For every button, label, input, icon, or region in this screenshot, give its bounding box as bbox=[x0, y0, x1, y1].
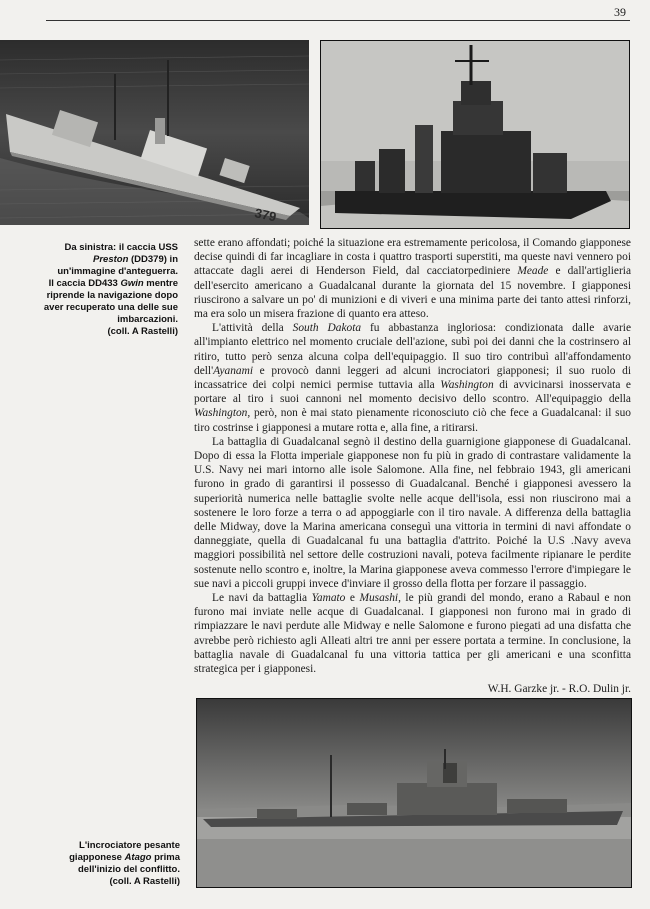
caption-top-line4c: mentre bbox=[143, 278, 178, 289]
caption-top-line6: aver recuperato una delle sue bbox=[43, 302, 178, 313]
p2-c: e provocò danni leggeri ad alcuni incrociatori giapponesi; il suo ruolo di incassatrice dei colpi nemici permise tuttavia alla bbox=[194, 364, 631, 392]
photo-caption-top bbox=[40, 242, 178, 338]
caption-bottom-credit: (coll. A Rastelli) bbox=[109, 876, 180, 887]
p1-text: sette erano affondati; poiché la situazione era estremamente pericolosa, il Comando giapponese decise quindi di far incagliare in costa i quattro trasporti superstiti, ma queste navi vennero poi attaccate dagli aerei di Henderson Field, dal cacciatorpediniere bbox=[194, 237, 631, 278]
article-paragraph-3: La battaglia di Guadalcanal segnò il destino della guarnigione giapponese di Guadalcanal. Dopo di essa la Flotta imperiale giapponese non fu più in grado di contrastare validamente la U.S. Navy nei mari intorno alle isole Salomone. Alla fine, nel febbraio 1943, gli americani furono in grado di garantirsi il possesso di Guadalcanal. Benché i giapponesi avessero la superiorità numerica nelle battaglie svolte nelle acque dell'isola, essi non riuscirono mai a sostenere le loro forze a terra o ad appoggiarle con il tiro navale. A differenza della battaglia delle Midway, dove la Marina americana conseguì una vittoria in termini di navi affondate o danneggiate, quella di Guadalcanal fu una battaglia d'attrito. Poiché la U.S .Navy aveva maggiori possibilità nel settore delle costruzioni navali, poteva facilmente ripianare le perdite sostenute nello scontro e, inoltre, la Marina giapponese aveva commesso l'errore d'impiegare le sue navi a piccoli gruppi invece d'inviare il grosso della flotta per forzare il passaggio. bbox=[194, 435, 631, 590]
photo-uss-preston bbox=[0, 40, 309, 225]
p1-text-b: e dall'artiglieria dell'esercito americano a Guadalcanal durante la giornata del 15 novembre. I giapponesi riuscirono a salvare un po' di munizioni e di viveri e una minima parte dei tanto attesi rinforzi, ma era solo un misera frazione di quanto era atteso. bbox=[194, 265, 631, 321]
caption-top-line3: un'immagine d'anteguerra. bbox=[57, 266, 178, 277]
p2-a: L'attività della bbox=[212, 322, 293, 335]
caption-bottom-line2a: giapponese bbox=[69, 852, 125, 863]
p2-south-dakota: South Dakota bbox=[292, 322, 362, 335]
caption-top-line1: Da sinistra: il caccia USS bbox=[64, 242, 178, 253]
article-signature: W.H. Garzke jr. - R.O. Dulin jr. bbox=[487, 683, 631, 696]
article-paragraph-4 bbox=[194, 591, 631, 676]
p2-washington-1: Washington bbox=[440, 379, 494, 392]
caption-bottom-line3: dell'inizio del conflitto. bbox=[77, 864, 180, 875]
caption-top-preston: Preston bbox=[93, 254, 129, 265]
p2-b: fu abbastanza ingloriosa: condizionata dalle avarie all'impianto elettrico nel momento cruciale dell'azione, subì poi dei danni che la costrinsero al ritiro, tutto però senza alcuna colpa dell'equipaggio. Il suo tiro contribuì all'affondamento dell' bbox=[194, 322, 631, 377]
photo-uss-gwin bbox=[320, 40, 630, 229]
top-rule bbox=[46, 20, 630, 21]
article-paragraph-2 bbox=[194, 321, 631, 435]
page-number: 39 bbox=[614, 5, 626, 19]
p2-d: di avvicinarsi inosservata e portare al tiro i suoi cannoni nel momento decisivo dello scontro. All'equipaggio della bbox=[194, 379, 631, 406]
article-paragraph-1 bbox=[194, 236, 631, 321]
p1-meade: Meade bbox=[517, 265, 549, 278]
article-body bbox=[194, 236, 631, 697]
photo-atago-cruiser bbox=[196, 698, 632, 888]
p4-a: Le navi da battaglia bbox=[212, 592, 312, 605]
p4-musashi: Musashi bbox=[359, 592, 399, 605]
photo-caption-bottom bbox=[40, 840, 180, 888]
hull-number-label: 379 bbox=[253, 205, 278, 225]
caption-top-credit: (coll. A Rastelli) bbox=[107, 326, 178, 337]
caption-top-gwin: Gwin bbox=[120, 278, 144, 289]
caption-top-line2: (DD379) in bbox=[128, 254, 178, 265]
caption-top-line7: imbarcazioni. bbox=[117, 314, 178, 325]
p2-e: però, non è mai stato pienamente riconosciuto ciò che fece a Guadalcanal: il suo tiro costrinse i giapponesi a mutare rotta e, alla fine, a ritirarsi. bbox=[194, 407, 631, 434]
p4-yamato: Yamato bbox=[311, 592, 346, 605]
p2-washington-2: Washington, bbox=[194, 407, 251, 420]
caption-top-line5: riprende la navigazione dopo bbox=[46, 290, 178, 301]
caption-bottom-line1: L'incrociatore pesante bbox=[79, 840, 180, 851]
caption-top-line4a: Il caccia DD433 bbox=[48, 278, 121, 289]
p4-b: e bbox=[345, 592, 360, 605]
caption-bottom-atago: Atago bbox=[124, 852, 152, 863]
caption-bottom-line2c: prima bbox=[151, 852, 180, 863]
p2-ayanami: Ayanami bbox=[213, 364, 254, 377]
p4-c: , le più grandi del mondo, erano a Rabaul e non furono mai inviate nelle acque di Guadalcanal. I giapponesi non furono mai in grado di rimpiazzare le navi perdute alle Midway e nelle Salomone e furono piegati ad una disfatta che avrebbe però richiesto agli Alleati altri tre anni per essere portata a termine. In conclusione, la battaglia navale di Guadalcanal fu una vittoria tattica per gli americani e una sconfitta strategica per i giapponesi. bbox=[194, 592, 631, 676]
